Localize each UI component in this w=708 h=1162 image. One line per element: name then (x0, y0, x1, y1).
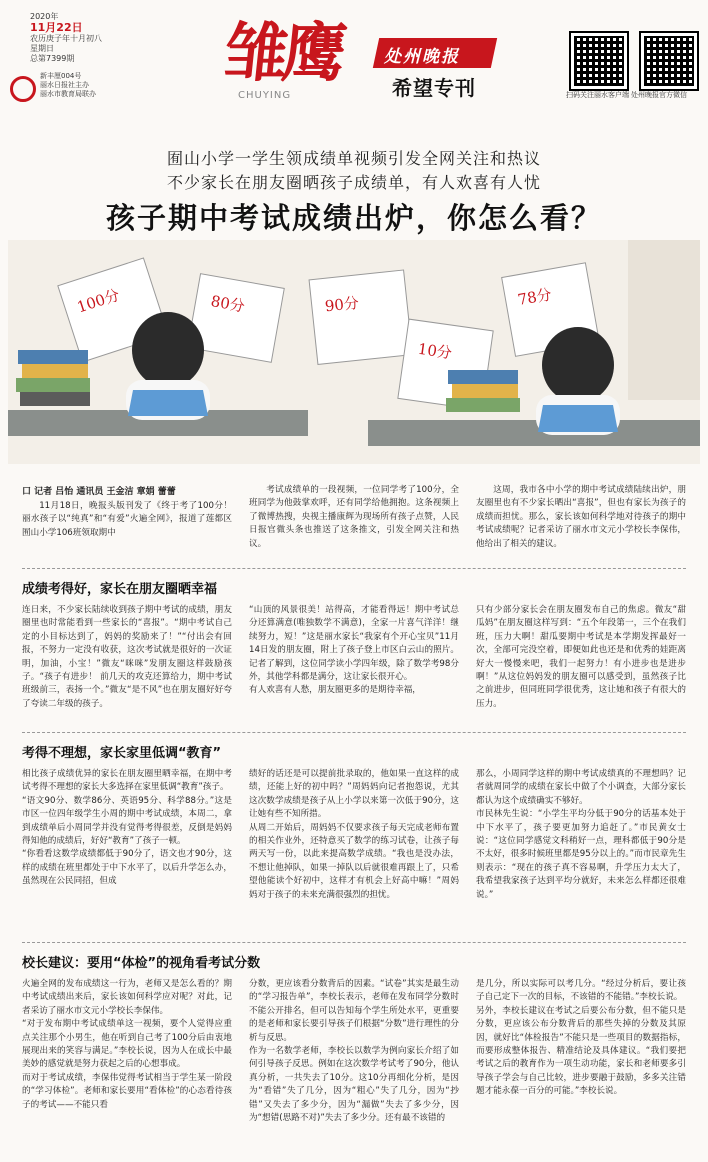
student-left (126, 312, 210, 420)
masthead-pinyin: CHUYING (238, 90, 292, 101)
issue-info (40, 72, 96, 99)
subheadline: 不少家长在朋友圈晒孩子成绩单，有人欢喜有人忧 (166, 173, 541, 192)
paper-score: 100分 (74, 285, 122, 317)
section-divider (22, 732, 686, 733)
section2-column-2: 绩好的话还是可以提前批录取的，他如果一直这样的成绩，还能上好的初中吗？”周妈妈向记者抱怨说，尤其这次数学成绩是孩子从上小学以来第一次低于90分，这让她有些不知所措。 从周二开始后，周妈妈不仅要求孩子每天完成老师布置的相关作业外，还特意买了数学的练习试卷，让孩子每两天写一份，以此来提高数学成绩。“我也是没办法，不想让他掉队，如果一掉队以后就很难再跟上了，只希望他能读个好初中，这样才有机会上好高中嘛！”周妈妈对于孩子的未来充满很强烈的担忧。 (249, 769, 459, 900)
window (628, 240, 700, 400)
paper-score: 90分 (323, 293, 360, 316)
paragraph: 考试成绩单的一段视频，一位同学考了100分，全班同学为他鼓掌欢呼，还有同学给他拥抱。这条视频上了微博热搜，央视主播康辉为现场所有孩子点赞，人民日报官微头条也推送了这条推文，引发全网关注和热议。 (249, 485, 459, 549)
section3-column-1: 火遍全网的发布成绩这一行为，老师又是怎么看的？期中考试成绩出来后，家长该如何科学应对呢？对此，记者采访了丽水市文元小学校长李保伟。 “对于发布期中考试成绩单这一视频，要个人觉得应重点关注那个小男生，他在听到自己考了100分后由衷地展现出来的笑容与满足。”李校长说，因为人在成长中最美妙的感觉就是努力获起之后的心想事成。 而对于考试成绩，李保伟觉得考试相当于学生某一阶段的“学习体检”。老师和家长要用“看体检”的心态看待孩子的考试——不能只看 (22, 979, 232, 1110)
section3-column-3: 是几分，所以实际可以考几分。“经过分析后，要让孩子自己定下一次的目标，不该错的不能错。”李校长说。 另外，李校长建议在考试之后要公布分数，但不能只是分数，更应该公布分数背后的那些失掉的分数及其原因，就好比“体检报告”不能只是一些项目的数据指标，而要形成整体报告、精准结论及具体建议。“我们要把考试之后的教育作为一项生动功能，家长和老师要多引导孩子学会与自己比较，进步要融于鼓励，多多关注错题才能永葆一百分的可能。”李校长说。 (476, 979, 686, 1097)
paper-score: 10分 (416, 339, 453, 363)
desk (368, 420, 700, 446)
paragraph: 11月18日，晚报头版刊发了《终于考了100分！丽水孩子以“纯真”和“有爱”火遍全网》，报道了莲都区囿山小学106班领取期中 (22, 501, 232, 538)
section-divider (22, 568, 686, 569)
section3-column-2: 分数，更应该看分数背后的因素。“试卷”其实是最生动的“学习报告单”，李校长表示，老师在发布同学分数时不能公开排名，但可以告知每个学生所处水平，更重要的是老师和家长要引导孩子们根据“分数”进行理性的分析与反思。 作为一名数学老师，李校长以数学为例向家长介绍了如何引导孩子反思。例如在这次数学考试考了90分，他认真分析，一共失去了10分。这10分再细化分析，是因为“看错”失了几分，因为“粗心”失了几分，因为“抄错”又失去了多少分，因为“漏做”失去了多少分，因为“想错(思路不对)”失去了多少分。还有最不该错的 (249, 979, 459, 1124)
date-block (30, 12, 130, 64)
total-issue: 总第7399期 (30, 54, 75, 63)
subheadline: 囿山小学一学生领成绩单视频引发全网关注和热议 (166, 149, 541, 168)
byline: 口 记者 吕怡 通讯员 王金洁 章娟 蕾蕾 (22, 487, 176, 497)
main-headline: 孩子期中考试成绩出炉，你怎么看？ (105, 201, 602, 235)
qr-code (571, 33, 627, 89)
intro-column-3 (476, 484, 686, 551)
qr-code (641, 33, 697, 89)
students-exam-illustration (8, 240, 700, 464)
lunar-date: 农历庚子年十月初八 (30, 34, 102, 43)
section1-column-2: “山顶的风景很美！站得高，才能看得远！期中考试总分还算满意(唯独数学不满意)，全家一片喜气洋洋！继续努力，短！”这是丽水家长“我家有个开心宝贝”11月14日发的朋友圈，附上了孩子登上市区白云山的照片。记者了解到，这位同学读小学四年级，除了数学考98分外，其他学科都是满分，这让家长很开心。 有人欢喜有人愁，朋友圈更多的是期待幸福， (249, 605, 459, 696)
section2-column-3: 那么，小周同学这样的期中考试成绩真的不理想吗？记者就周同学的成绩在家长中做了个小调查，大部分家长都认为这个成绩确实不够好。 市民林先生说：“小学生平均分低于90分的话基本处于中下水平了，孩子要更加努力追赶了。”市民黄女士说：“这位同学感觉文科稍好一点，理科都低于90分是不太好，很多时候班里都是95分以上的。”而市民章先生则表示：“现在的孩子真不容易啊，升学压力太大了，我希望我家孩子达到平均分就好，未来怎么样都还很难说。” (476, 769, 686, 900)
section1-column-1: 连日来，不少家长陆续收到孩子期中考试的成绩，朋友圈里也时常能看到一些家长的“喜报”。“期中考试自己定的小目标达到了，妈妈的奖励来了！”“付出会有回报，不努力一定没有收获，这次考试就是很好的一次证明，加油，小宝！”微友“咪咪”发朋友圈这样鼓励孩子。“孩子有进步！ 前几天的攻克还算给力，期中考试班级前三，表扬一个。”微友“是不风”也在朋友圈好好夸了夸读二年级的孩子。 (22, 605, 232, 709)
section-divider (22, 942, 686, 943)
book-stack-left (16, 350, 90, 406)
section2-column-1: 相比孩子成绩优异的家长在朋友圈里晒幸福，在期中考试考得不理想的家长大多选择在家里低调“教育”孩子。 “语文90分、数学86分、英语95分、科学88分。”这是市区一位四年级学生小周的期中考试成绩，本周二，拿到成绩单后小周同学并没有觉得考得很差，反倒是妈妈得知他的成绩后，好好“教育”了孩子一顿。 “你看看这数学成绩都低于90分了，语文也才90分，这样的成绩在班里都处于中下水平了，以后升学怎么办，虽然现在公民同招，但成 (22, 769, 232, 887)
weekday: 星期日 (30, 44, 54, 53)
paragraph: 这周，我市各中小学的期中考试成绩陆续出炉，朋友圈里也有不少家长晒出“喜报”，但也有家长为孩子的成绩而担忧。那么，家长该如何科学地对待孩子的期中考试成绩呢？记者采访了丽水市文元小学校长李保伟，他给出了相关的建议。 (476, 485, 686, 549)
qr-caption: 处州晚报官方微信 (631, 91, 687, 99)
section-heading: 校长建议：要用“体检”的视角看考试分数 (22, 956, 261, 971)
intro-column-2 (249, 484, 459, 551)
paper-score: 80分 (209, 292, 247, 316)
issue-line: 丽水市教育局联办 (40, 90, 96, 98)
exam-paper (309, 270, 412, 364)
intro-column-1 (22, 500, 232, 540)
year: 2020年 (30, 12, 59, 21)
student-right (536, 327, 620, 435)
book-stack-right (446, 370, 520, 412)
paper-score: 78分 (516, 285, 553, 309)
edition-title: 希望专刊 (392, 76, 476, 100)
brand-name: 处州晚报 (384, 47, 460, 67)
section-heading: 成绩考得好，家长在朋友圈晒幸福 (22, 582, 218, 597)
qr-caption: 扫码关注丽水客户端 (566, 91, 629, 99)
issue-line: 新丰厘004号 (40, 72, 82, 80)
masthead-title: 雏鹰 (220, 16, 345, 91)
newspaper-logo-icon (10, 76, 36, 102)
section1-column-3: 只有少部分家长会在朋友圈发布自己的焦虑。微友“甜瓜妈”在朋友圈这样写到：“五个年段第一，三个在我们班，压力大啊！甜瓜要期中考试是本学期发挥最好一次，全部可完没空着，即便如此也还是和优秀的娃距离好大一慢慢来吧，我们一起努力！有小进步也是进步啊！”从这位妈妈发的朋友圈可以感受到，虽然孩子比之前进步，但同班同学很优秀，这让她和孩子有很大的压力。 (476, 605, 686, 709)
issue-line: 丽水日报社主办 (40, 81, 89, 89)
date: 11月22日 (30, 21, 83, 34)
section-heading: 考得不理想，家长家里低调“教育” (22, 746, 222, 761)
